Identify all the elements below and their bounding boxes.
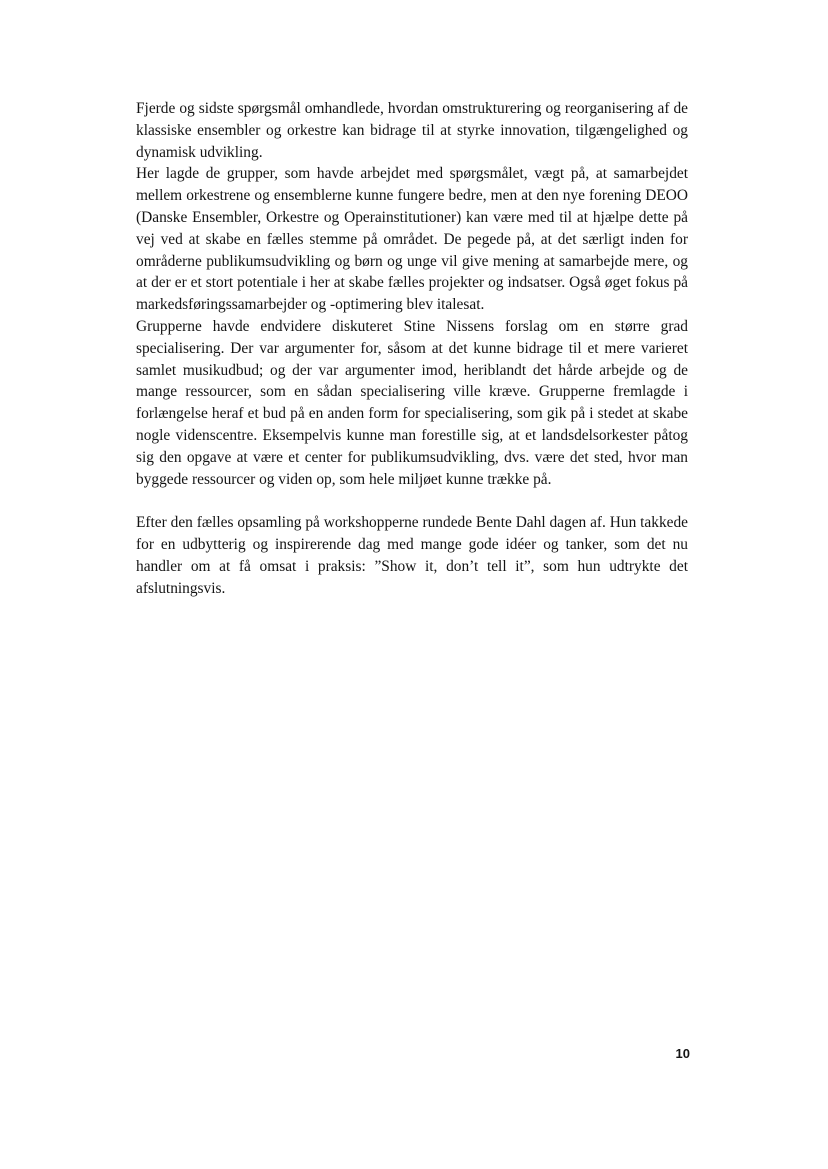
body-text [136, 98, 688, 599]
paragraph-cooperation: Her lagde de grupper, som havde arbejdet med spørgsmålet, vægt på, at samarbejdet mellem orkestrene og ensemblerne kunne fungere bedre, men at den nye forening DEOO (Danske Ensembler, Orkestre og Operainstitutioner) kan være med til at hjælpe dette på vej ved at skabe en fælles stemme på området. De pegede på, at det særligt inden for områderne publikumsudvikling og børn og unge vil give mening at samarbejde mere, og at der er et stort potentiale i her at skabe fælles projekter og indsatser. Også øget fokus på markedsføringssamarbejder og -optimering blev italesat. [136, 165, 688, 314]
paragraph-question-four: Fjerde og sidste spørgsmål omhandlede, hvordan omstrukturering og reorganisering af de klassiske ensembler og orkestre kan bidrage til at styrke innovation, tilgængelighed og dynamisk udvikling. [136, 100, 688, 161]
paragraph-closing: Efter den fælles opsamling på workshopperne rundede Bente Dahl dagen af. Hun takkede for en udbytterig og inspirerende dag med mange gode idéer og tanker, som det nu handler om at få omsat i praksis: ”Show it, don’t tell it”, som hun udtrykte det afslutningsvis. [136, 514, 688, 597]
page-number: 10 [675, 1046, 690, 1061]
paragraph-specialisation: Grupperne havde endvidere diskuteret Stine Nissens forslag om en større grad specialisering. Der var argumenter for, såsom at det kunne bidrage til et mere varieret samlet musikudbud; og der var argumenter imod, heriblandt det hårde arbejde og de mange ressourcer, som en sådan specialisering ville kræve. Grupperne fremlagde i forlængelse heraf et bud på en anden form for specialisering, som gik på i stedet at skabe nogle videnscentre. Eksempelvis kunne man forestille sig, at et landsdelsorkester påtog sig den opgave at være et center for publikumsudvikling, dvs. være det sted, hvor man byggede ressourcer og viden op, som hele miljøet kunne trække på. [136, 317, 688, 488]
